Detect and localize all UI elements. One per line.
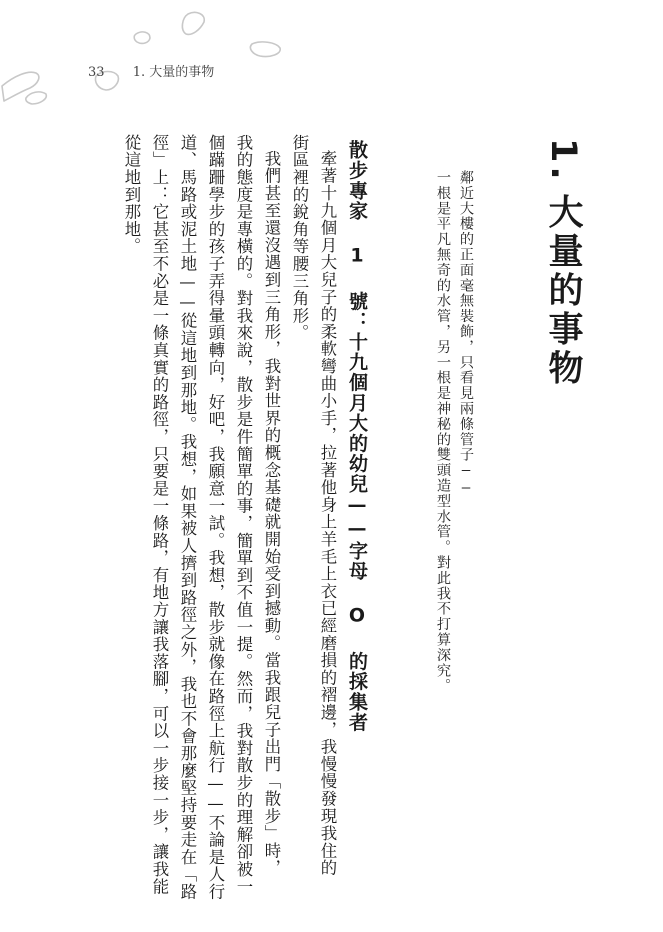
- running-title: 1. 大量的事物: [132, 65, 215, 80]
- doodle-shape: [134, 32, 150, 43]
- doodle-shape: [250, 42, 280, 57]
- body-text: [117, 134, 341, 900]
- decorative-doodles: [0, 0, 300, 110]
- body-line: 我的態度是專橫的。對我來說，散步是件簡單的事，簡單到不值一提。然而，我對散步的理解卻被一: [234, 134, 253, 896]
- doodle-shape: [182, 12, 204, 34]
- section-heading: 散步專家 1 號：十九個月大的幼兒——字母 O 的採集者: [346, 140, 368, 733]
- body-line: 徑」上：它甚至不必是一條真實的路徑，只要是一條路，有地方讓我落腳，可以一步接一步，讓我能: [150, 134, 169, 896]
- epigraph-line: 鄰近大樓的正面毫無裝飾，只看見兩條管子——: [458, 170, 474, 497]
- body-line: 我們甚至還沒遇到三角形，我對世界的概念基礎就開始受到撼動。當我跟兒子出門「散步」時，: [262, 150, 281, 877]
- body-line: 牽著十九個月大兒子的柔軟彎曲小手，拉著他身上羊毛上衣已經磨損的褶邊，我慢慢發現我住的: [318, 150, 337, 877]
- epigraph: [431, 170, 477, 694]
- page-number: 33: [88, 65, 105, 80]
- running-header: [88, 61, 214, 80]
- body-line: 道、馬路或泥土地——從這地到那地。我想，如果被人擠到路徑之外，我也不會那麼堅持要走在「路: [178, 134, 197, 901]
- chapter-name: 大量的事物: [543, 193, 583, 389]
- doodle-shape: [26, 92, 47, 104]
- body-line: 個蹣跚學步的孩子弄得暈頭轉向，好吧，我願意一試。我想，散步就像在路徑上航行——不論是人行: [206, 134, 225, 901]
- chapter-title: [543, 138, 583, 389]
- epigraph-line: 一根是平凡無奇的水管，另一根是神秘的雙頭造型水管。對此我不打算深究。: [435, 170, 451, 694]
- body-line: 街區裡的銳角等腰三角形。: [290, 134, 309, 342]
- chapter-number: 1.: [543, 138, 583, 184]
- body-line: 從這地到那地。: [122, 134, 141, 256]
